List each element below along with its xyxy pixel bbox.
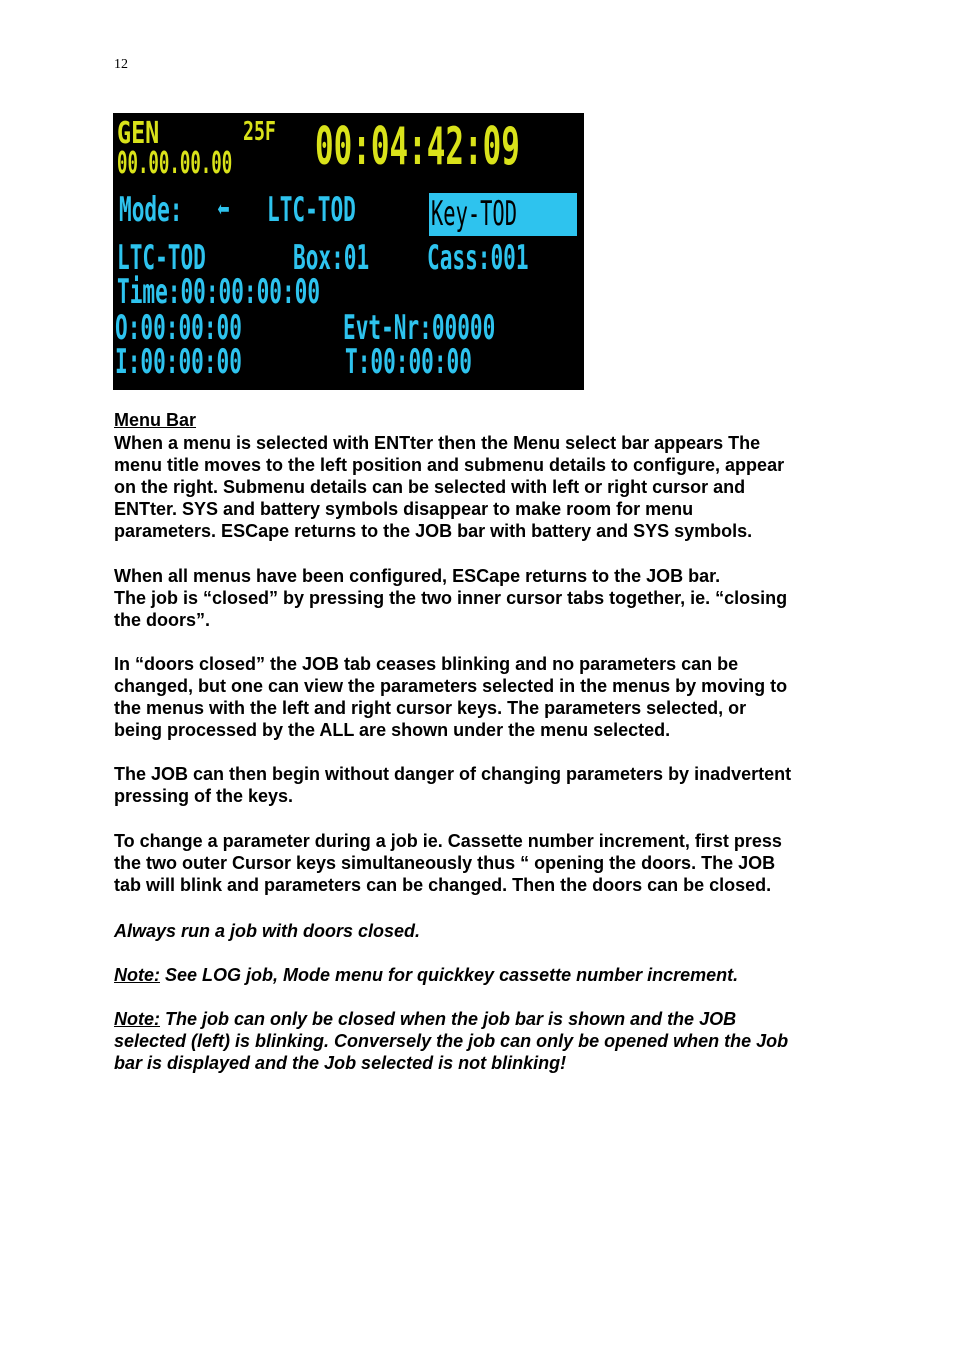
text-line: menu title moves to the left position and submenu details to configure, appear: [114, 455, 785, 475]
frame-rate-label: 25F: [243, 117, 276, 147]
text-line: bar is displayed and the Job selected is not blinking!: [114, 1053, 567, 1073]
note-1: [114, 964, 854, 986]
total-time-readout: T:00:00:00: [345, 342, 472, 382]
note-text: The job can only be closed when the job bar is shown and the JOB: [160, 1009, 737, 1029]
device-display-screenshot: [113, 113, 584, 390]
paragraph-change-parameter: [114, 830, 854, 896]
user-bits-readout: 00.00.00.00: [117, 146, 233, 181]
selected-submenu-label: Key-TOD: [431, 194, 517, 234]
text-line: the menus with the left and right cursor keys. The parameters selected, or: [114, 698, 747, 718]
text-line: The JOB can then begin without danger of changing parameters by inadvertent: [114, 764, 792, 784]
paragraph-close-job: [114, 565, 854, 631]
mode-label: Mode:: [119, 190, 183, 230]
text-line: parameters. ESCape returns to the JOB bar with battery and SYS symbols.: [114, 521, 753, 541]
text-line: on the right. Submenu details can be selected with left or right cursor and: [114, 477, 746, 497]
note-text: See LOG job, Mode menu for quickkey cassette number increment.: [160, 965, 739, 985]
text-line: When a menu is selected with ENTter then the Menu select bar appears The: [114, 433, 761, 453]
text-line: tab will blink and parameters can be changed. Then the doors can be closed.: [114, 875, 772, 895]
text-line: the two outer Cursor keys simultaneously thus “ opening the doors. The JOB: [114, 853, 776, 873]
note-2: [114, 1008, 854, 1074]
note-label: Note:: [114, 1009, 160, 1029]
note-label: Note:: [114, 965, 160, 985]
text-line: ENTter. SYS and battery symbols disappear to make room for menu: [114, 499, 694, 519]
text-line: The job is “closed” by pressing the two inner cursor tabs together, ie. “closing: [114, 588, 788, 608]
generator-label: GEN: [117, 116, 160, 151]
paragraph-doors-closed: [114, 653, 854, 741]
text-line: being processed by the ALL are shown under the menu selected.: [114, 720, 671, 740]
paragraph-job-begin: [114, 763, 854, 807]
section-heading: [114, 409, 854, 431]
cassette-readout: Cass:001: [427, 238, 529, 278]
box-readout: Box:01: [293, 238, 370, 278]
in-time-readout: I:00:00:00: [115, 342, 242, 382]
text-line: selected (left) is blinking. Conversely the job can only be opened when the Job: [114, 1031, 789, 1051]
text-line: changed, but one can view the parameters selected in the menus by moving to: [114, 676, 788, 696]
text-line: In “doors closed” the JOB tab ceases blinking and no parameters can be: [114, 654, 739, 674]
out-time-readout: O:00:00:00: [115, 308, 242, 348]
heading-text: Menu Bar: [114, 410, 197, 430]
page-number: 12: [114, 57, 128, 72]
event-number-readout: Evt-Nr:00000: [343, 308, 496, 348]
mode-value: LTC-TOD: [267, 190, 356, 230]
emphasis-line: [114, 920, 854, 942]
timecode-readout: 00:04:42:09: [315, 117, 520, 177]
left-arrow-icon: ⬅: [217, 190, 230, 230]
emphasis-text: Always run a job with doors closed.: [114, 921, 421, 941]
time-readout: Time:00:00:00:00: [117, 272, 321, 312]
text-line: To change a parameter during a job ie. Cassette number increment, first press: [114, 831, 782, 851]
paragraph-menu-bar: [114, 432, 854, 542]
source-readout: LTC-TOD: [117, 238, 206, 278]
text-line: the doors”.: [114, 610, 211, 630]
text-line: pressing of the keys.: [114, 786, 294, 806]
text-line: When all menus have been configured, ESCape returns to the JOB bar.: [114, 566, 721, 586]
